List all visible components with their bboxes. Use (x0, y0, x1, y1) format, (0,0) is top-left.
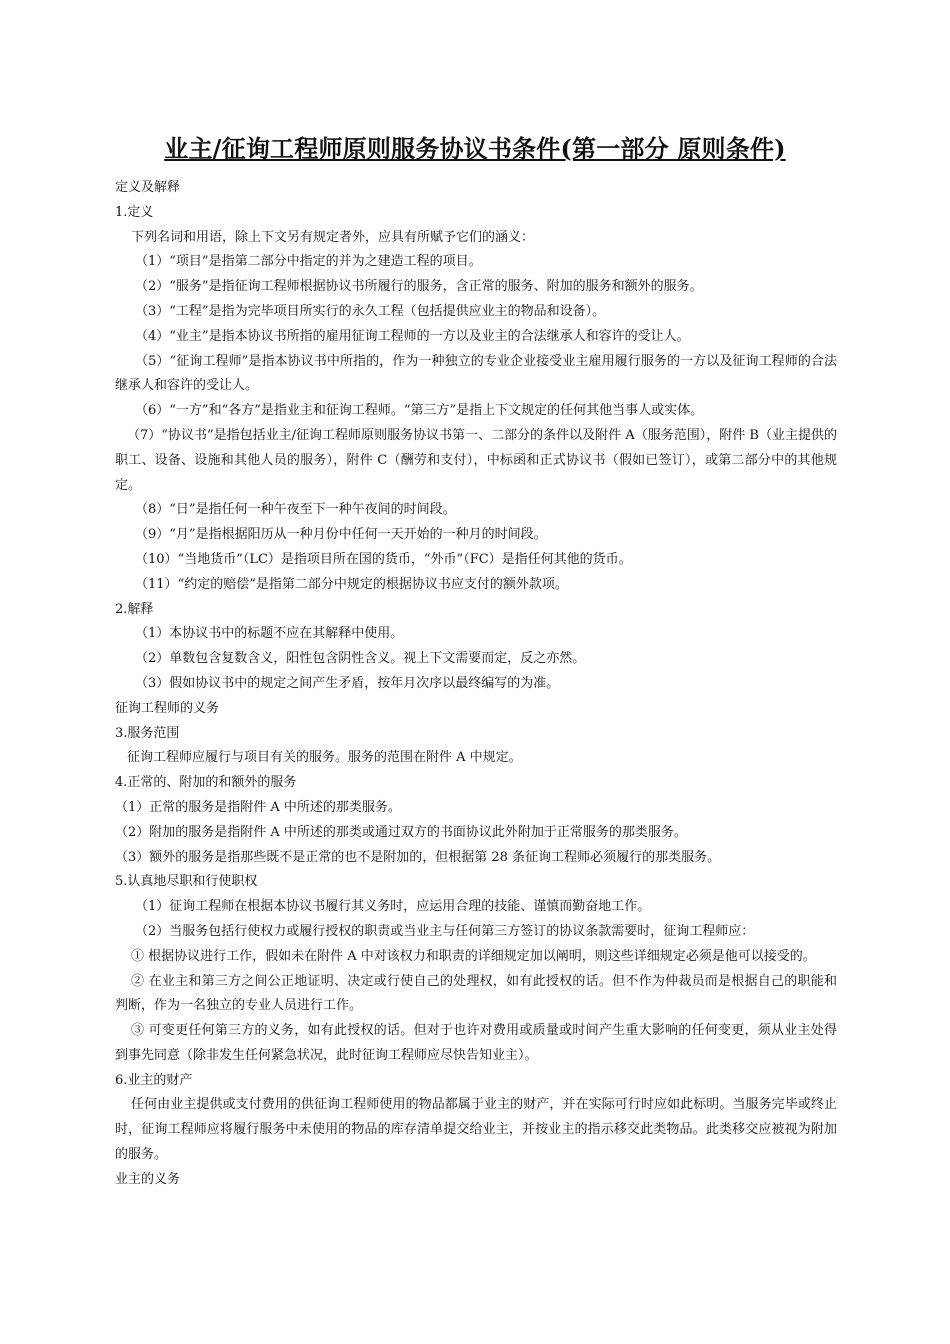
paragraph: （6）“一方”和“各方”是指业主和征询工程师。“第三方”是指上下文规定的任何其他当事人或实体。 (135, 403, 704, 419)
paragraph: 征询工程师应履行与项目有关的服务。服务的范围在附件 A 中规定。 (127, 750, 522, 766)
document-body (115, 176, 837, 1193)
paragraph: （3）额外的服务是指那些既不是正常的也不是附加的，但根据第 28 条征询工程师必须履行的那类服务。 (115, 849, 721, 865)
paragraph: 定义及解释 (115, 180, 181, 195)
paragraph: 4.正常的、附加的和额外的服务 (115, 775, 297, 791)
paragraph: （5）“征询工程师”是指本协议书中所指的，作为一种独立的专业企业接受业主雇用履行服务的一方以及征询工程师的合法继承人和容许的受让人。 (115, 353, 837, 394)
paragraph: （8）“日”是指任何一种午夜至下一种午夜间的时间段。 (135, 502, 456, 518)
paragraph: 业主的义务 (115, 1171, 181, 1187)
paragraph: ① 根据协议进行工作，假如未在附件 A 中对该权力和职责的详细规定加以阐明，则这些详细规定必须是他可以接受的。 (131, 948, 816, 964)
paragraph: （9）“月”是指根据阳历从一种月份中任何一天开始的一种月的时间段。 (135, 527, 547, 543)
paragraph: （4）“业主”是指本协议书所指的雇用征询工程师的一方以及业主的合法继承人和容许的受让人。 (135, 328, 690, 344)
paragraph: （1）本协议书中的标题不应在其解释中使用。 (135, 626, 404, 642)
paragraph: （2）附加的服务是指附件 A 中所述的那类或通过双方的书面协议此外附加于正常服务的那类服务。 (115, 824, 687, 840)
paragraph: 征询工程师的义务 (115, 700, 220, 716)
paragraph: （1）“项目”是指第二部分中指定的并为之建造工程的项目。 (135, 254, 482, 270)
paragraph: （2）单数包含复数含义，阳性包含阴性含义。视上下文需要而定，反之亦然。 (135, 651, 586, 667)
paragraph: 3.服务范围 (115, 725, 180, 741)
paragraph: （1）征询工程师在根据本协议书履行其义务时，应运用合理的技能、谨慎而勤奋地工作。 (135, 899, 651, 915)
paragraph: （11）“约定的赔偿”是指第二部分中规定的根据协议书应支付的额外款项。 (135, 576, 568, 592)
paragraph: （2）当服务包括行使权力或履行授权的职责或当业主与任何第三方签订的协议条款需要时，征询工程师应： (135, 923, 755, 939)
paragraph: 5.认真地尽职和行使职权 (115, 874, 258, 890)
paragraph: 6.业主的财产 (115, 1072, 193, 1088)
paragraph: 任何由业主提供或支付费用的供征询工程师使用的物品都属于业主的财产，并在实际可行时应如此标明。当服务完毕或终止时，征询工程师应将履行服务中未使用的物品的库存清单提交给业主，并按业主的指示移交此类物品。此类移交应被视为附加的服务。 (115, 1097, 837, 1163)
paragraph: （10）“当地货币”（LC）是指项目所在国的货币，“外币”（FC）是指任何其他的货币。 (135, 551, 632, 567)
paragraph: （7）“协议书”是指包括业主/征询工程师原则服务协议书第一、二部分的条件以及附件 A（服务范围），附件 B（业主提供的职工、设备、设施和其他人员的服务），附件 C（酬劳和支付），中标函和正式协议书（假如已签订），或第二部分中的其他规定。 (115, 427, 837, 493)
paragraph: （3）假如协议书中的规定之间产生矛盾，按年月次序以最终编写的为准。 (135, 675, 560, 691)
paragraph: 下列名词和用语，除上下文另有规定者外，应具有所赋予它们的涵义： (131, 229, 535, 245)
paragraph: ③ 可变更任何第三方的义务，如有此授权的话。但对于也许对费用或质量或时间产生重大影响的任何变更，须从业主处得到事先同意（除非发生任何紧急状况，此时征询工程师应尽快告知业主）。 (115, 1023, 837, 1063)
paragraph: 2.解释 (115, 601, 154, 617)
paragraph: （1）正常的服务是指附件 A 中所述的那类服务。 (115, 799, 401, 815)
document-title: 业主/征询工程师原则服务协议书条件(第一部分 原则条件) (164, 134, 786, 163)
paragraph: ② 在业主和第三方之间公正地证明、决定或行使自己的处理权，如有此授权的话。但不作为仲裁员而是根据自己的职能和判断，作为一名独立的专业人员进行工作。 (115, 973, 837, 1014)
paragraph: （2）“服务”是指征询工程师根据协议书所履行的服务，含正常的服务、附加的服务和额外的服务。 (135, 279, 703, 295)
paragraph: （3）“工程”是指为完毕项目所实行的永久工程（包括提供应业主的物品和设备）。 (135, 303, 606, 319)
paragraph: 1.定义 (115, 204, 154, 220)
